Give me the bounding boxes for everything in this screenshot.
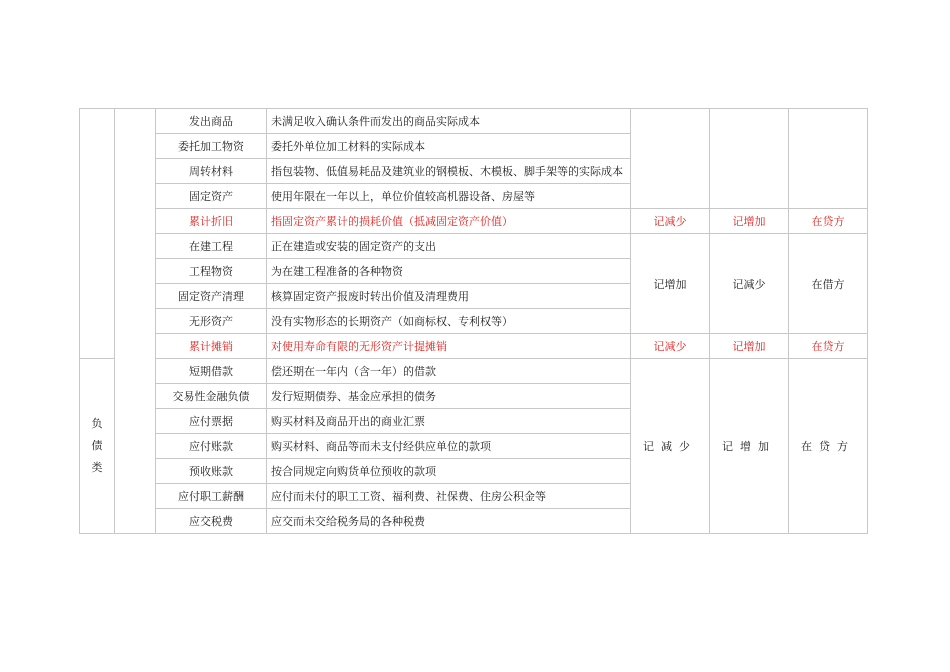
credit-cell: 记减少 <box>710 234 789 334</box>
account-table <box>79 108 868 534</box>
account-description: 指包装物、低值易耗品及建筑业的钢模板、木模板、脚手架等的实际成本 <box>267 159 631 184</box>
account-description: 应付而未付的职工工资、福利费、社保费、住房公积金等 <box>267 484 631 509</box>
account-description: 发行短期债券、基金应承担的债务 <box>267 384 631 409</box>
category-char: 类 <box>91 461 103 474</box>
table-row <box>80 209 868 234</box>
category-char: 负 <box>91 417 103 430</box>
account-name: 发出商品 <box>156 109 267 134</box>
account-description: 正在建造或安装的固定资产的支出 <box>267 234 631 259</box>
account-description: 应交而未交给税务局的各种税费 <box>267 509 631 534</box>
account-name: 应付账款 <box>156 434 267 459</box>
debit-cell: 记减少 <box>631 209 710 234</box>
account-description: 核算固定资产报废时转出价值及清理费用 <box>267 284 631 309</box>
account-name: 委托加工物资 <box>156 134 267 159</box>
account-name: 交易性金融负债 <box>156 384 267 409</box>
account-name: 在建工程 <box>156 234 267 259</box>
account-name: 固定资产 <box>156 184 267 209</box>
category-char: 债 <box>91 439 103 452</box>
account-name: 应交税费 <box>156 509 267 534</box>
account-name: 预收账款 <box>156 459 267 484</box>
credit-cell: 记增加 <box>710 209 789 234</box>
debit-cell: 记减少 <box>643 440 697 453</box>
balance-cell: 在贷方 <box>801 440 855 453</box>
account-description: 指固定资产累计的损耗价值（抵减固定资产价值） <box>267 209 631 234</box>
balance-cell: 在贷方 <box>789 334 868 359</box>
account-description: 使用年限在一年以上，单位价值较高机器设备、房屋等 <box>267 184 631 209</box>
table-row <box>80 359 868 384</box>
category-label-liability <box>80 359 115 534</box>
account-name: 固定资产清理 <box>156 284 267 309</box>
code-column-blank <box>115 109 156 534</box>
account-description: 未满足收入确认条件而发出的商品实际成本 <box>267 109 631 134</box>
category-cell-blank <box>80 109 115 359</box>
account-name: 周转材料 <box>156 159 267 184</box>
table-row <box>80 234 868 259</box>
credit-cell: 记增加 <box>710 334 789 359</box>
account-description: 购买材料及商品开出的商业汇票 <box>267 409 631 434</box>
debit-cell: 记增加 <box>631 234 710 334</box>
account-name: 应付票据 <box>156 409 267 434</box>
credit-cell <box>710 109 789 209</box>
debit-cell: 记减少 <box>631 334 710 359</box>
account-name: 无形资产 <box>156 309 267 334</box>
balance-cell: 在贷方 <box>789 209 868 234</box>
account-description: 购买材料、商品等而未支付经供应单位的款项 <box>267 434 631 459</box>
account-name: 应付职工薪酬 <box>156 484 267 509</box>
account-description: 对使用寿命有限的无形资产计提摊销 <box>267 334 631 359</box>
account-description: 按合同规定向购货单位预收的款项 <box>267 459 631 484</box>
account-description: 为在建工程准备的各种物资 <box>267 259 631 284</box>
account-description: 委托外单位加工材料的实际成本 <box>267 134 631 159</box>
table-row <box>80 109 868 134</box>
account-name: 累计折旧 <box>156 209 267 234</box>
account-description: 偿还期在一年内（含一年）的借款 <box>267 359 631 384</box>
debit-cell <box>631 109 710 209</box>
account-name: 工程物资 <box>156 259 267 284</box>
credit-cell: 记增加 <box>722 440 776 453</box>
table-row <box>80 334 868 359</box>
balance-cell: 在借方 <box>789 234 868 334</box>
account-description: 没有实物形态的长期资产（如商标权、专利权等） <box>267 309 631 334</box>
balance-cell <box>789 109 868 209</box>
account-name: 累计摊销 <box>156 334 267 359</box>
account-name: 短期借款 <box>156 359 267 384</box>
